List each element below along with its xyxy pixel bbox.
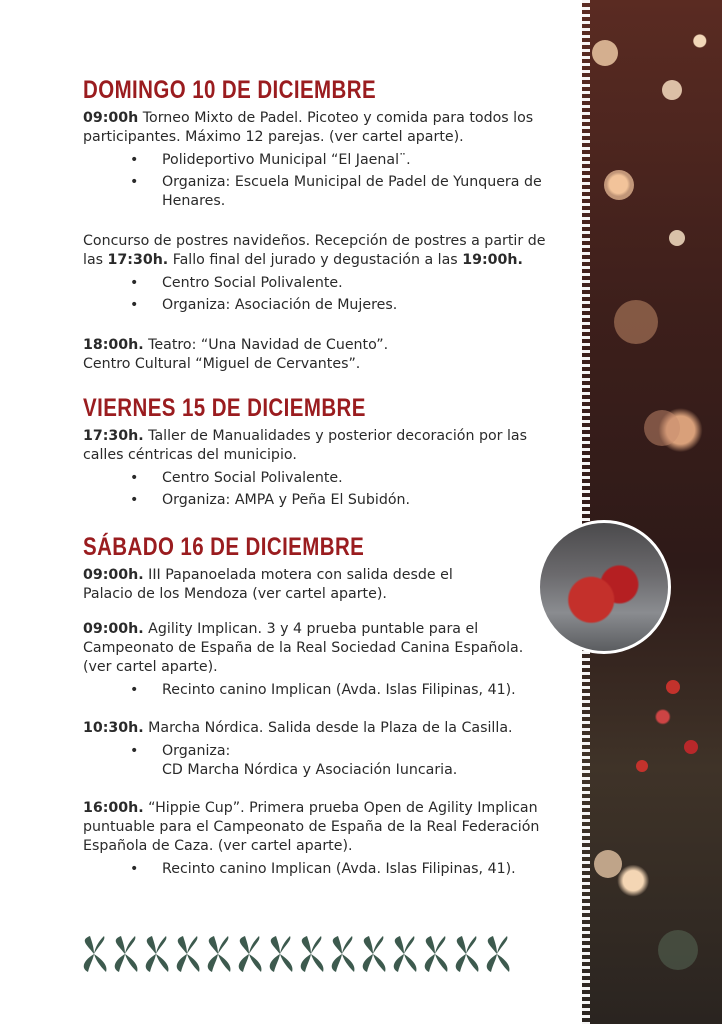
leaf-icon [115,954,125,972]
day-heading-sabado: SÁBADO 16 DE DICIEMBRE [83,533,365,561]
event-padel [83,109,553,147]
leaf-icon [456,954,466,972]
leaf-icon [425,954,435,972]
event-description: “Hippie Cup”. Primera prueba Open de Agility Implican puntuable para el Campeonato de España de la Real Federación Española de Caza. (ver cartel aparte). [83,800,540,854]
leaf-icon [218,936,228,954]
leaf-icon [488,936,497,954]
leaf-icon [156,954,168,972]
leaf-icon [404,954,416,972]
event-description: Marcha Nórdica. Salida desde la Plaza de la Casilla. [143,720,513,736]
leaf-icon [156,936,166,954]
leaf-icon [208,954,218,972]
event-time: 09:00h. [83,567,144,583]
event-postres [83,232,553,270]
event-details [83,151,553,211]
event-details [83,274,553,315]
leaf-icon [435,936,445,954]
leaf-icon [394,954,404,972]
event-description: Taller de Manualidades y posterior decoración por las calles céntricas del municipio. [83,428,528,463]
event-details [83,469,553,510]
event-description: Teatro: “Una Navidad de Cuento”. [143,337,389,353]
leaf-icon [373,954,385,972]
leaf-icon [457,936,466,954]
event-time: 10:30h. [83,720,144,736]
leaf-icon [363,954,373,972]
leaf-icon [116,936,125,954]
leaf-icon [487,954,497,972]
leaf-icon [125,936,135,954]
list-item: • Organiza: Asociación de Mujeres. [83,296,553,315]
list-item: • Recinto canino Implican (Avda. Islas Filipinas, 41). [83,681,553,700]
leaf-icon [94,954,106,972]
leaf-icon [147,936,156,954]
leaf-icon [280,936,290,954]
leaf-icon [146,954,156,972]
leaf-icon [249,936,259,954]
event-marcha-nordica [83,719,553,738]
leaf-icon [187,954,199,972]
list-item: • Polideportivo Municipal “El Jaenal¨. [83,151,553,170]
leaf-icon [270,954,280,972]
event-time: 19:00h. [462,252,523,268]
event-time: 17:30h. [83,428,144,444]
leaf-icon [466,936,476,954]
event-details [83,681,553,700]
event-time: 16:00h. [83,800,144,816]
leaf-icon [497,936,507,954]
leaf-icon [497,954,509,972]
event-details [83,860,553,879]
leaf-garland-ornament [82,934,522,974]
leaf-icon [249,954,261,972]
santa-motorcyclists-photo [537,520,671,654]
list-item: • Organiza: Escuela Municipal de Padel de Yunquera de Henares. [83,173,553,211]
leaf-icon [187,936,197,954]
leaf-icon [364,936,373,954]
leaf-icon [84,954,94,972]
leaf-icon [311,936,321,954]
leaf-icon [178,936,187,954]
leaf-icon [426,936,435,954]
event-teatro [83,336,553,374]
event-papanoelada [83,566,483,604]
christmas-lights-photo [574,0,722,1024]
leaf-icon [301,954,311,972]
event-description: Agility Implican. 3 y 4 prueba puntable para el Campeonato de España de la Real Sociedad Canina Española. (ver cartel aparte). [83,621,524,675]
list-item: • Organiza: AMPA y Peña El Subidón. [83,491,553,510]
list-item: • Centro Social Polivalente. [83,469,553,488]
leaf-icon [94,936,104,954]
leaf-icon [218,954,230,972]
event-description: III Papanoelada motera con salida desde el Palacio de los Mendoza (ver cartel aparte). [83,567,453,602]
leaf-icon [177,954,187,972]
day-heading-domingo: DOMINGO 10 DE DICIEMBRE [83,76,377,104]
leaf-icon [271,936,280,954]
leaf-icon [395,936,404,954]
event-details [83,742,553,780]
event-hippie-cup [83,799,553,856]
event-time: 18:00h. [83,337,144,353]
leaf-icon [332,954,342,972]
event-manualidades [83,427,553,465]
torn-edge-texture [568,0,590,1024]
leaf-icon [466,954,478,972]
leaf-icon [209,936,218,954]
list-item: • Organiza: CD Marcha Nórdica y Asociación Iuncaria. [83,742,553,780]
leaf-icon [302,936,311,954]
event-location: Centro Cultural “Miguel de Cervantes”. [83,356,361,372]
event-agility [83,620,553,677]
leaf-icon [342,954,354,972]
leaf-icon [333,936,342,954]
leaf-icon [435,954,447,972]
leaf-icon [342,936,352,954]
event-description: Fallo final del jurado y degustación a las [168,252,463,268]
leaf-icon [311,954,323,972]
day-heading-viernes: VIERNES 15 DE DICIEMBRE [83,394,366,422]
event-time: 17:30h. [107,252,169,268]
leaf-icon [125,954,137,972]
leaf-icon [404,936,414,954]
leaf-icon [373,936,383,954]
event-description: Concurso de postres navideños. Recepción de postres a partir de las [83,233,546,268]
event-description: Torneo Mixto de Padel. Picoteo y comida para todos los participantes. Máximo 12 parejas. (ver cartel aparte). [83,110,534,145]
list-item: • Centro Social Polivalente. [83,274,553,293]
event-time: 09:00h [83,110,139,126]
leaf-icon [280,954,292,972]
leaf-icon [240,936,249,954]
event-time: 09:00h. [83,621,144,637]
leaf-icon [239,954,249,972]
event-schedule [83,76,553,882]
list-item: • Recinto canino Implican (Avda. Islas Filipinas, 41). [83,860,553,879]
leaf-icon [85,936,94,954]
